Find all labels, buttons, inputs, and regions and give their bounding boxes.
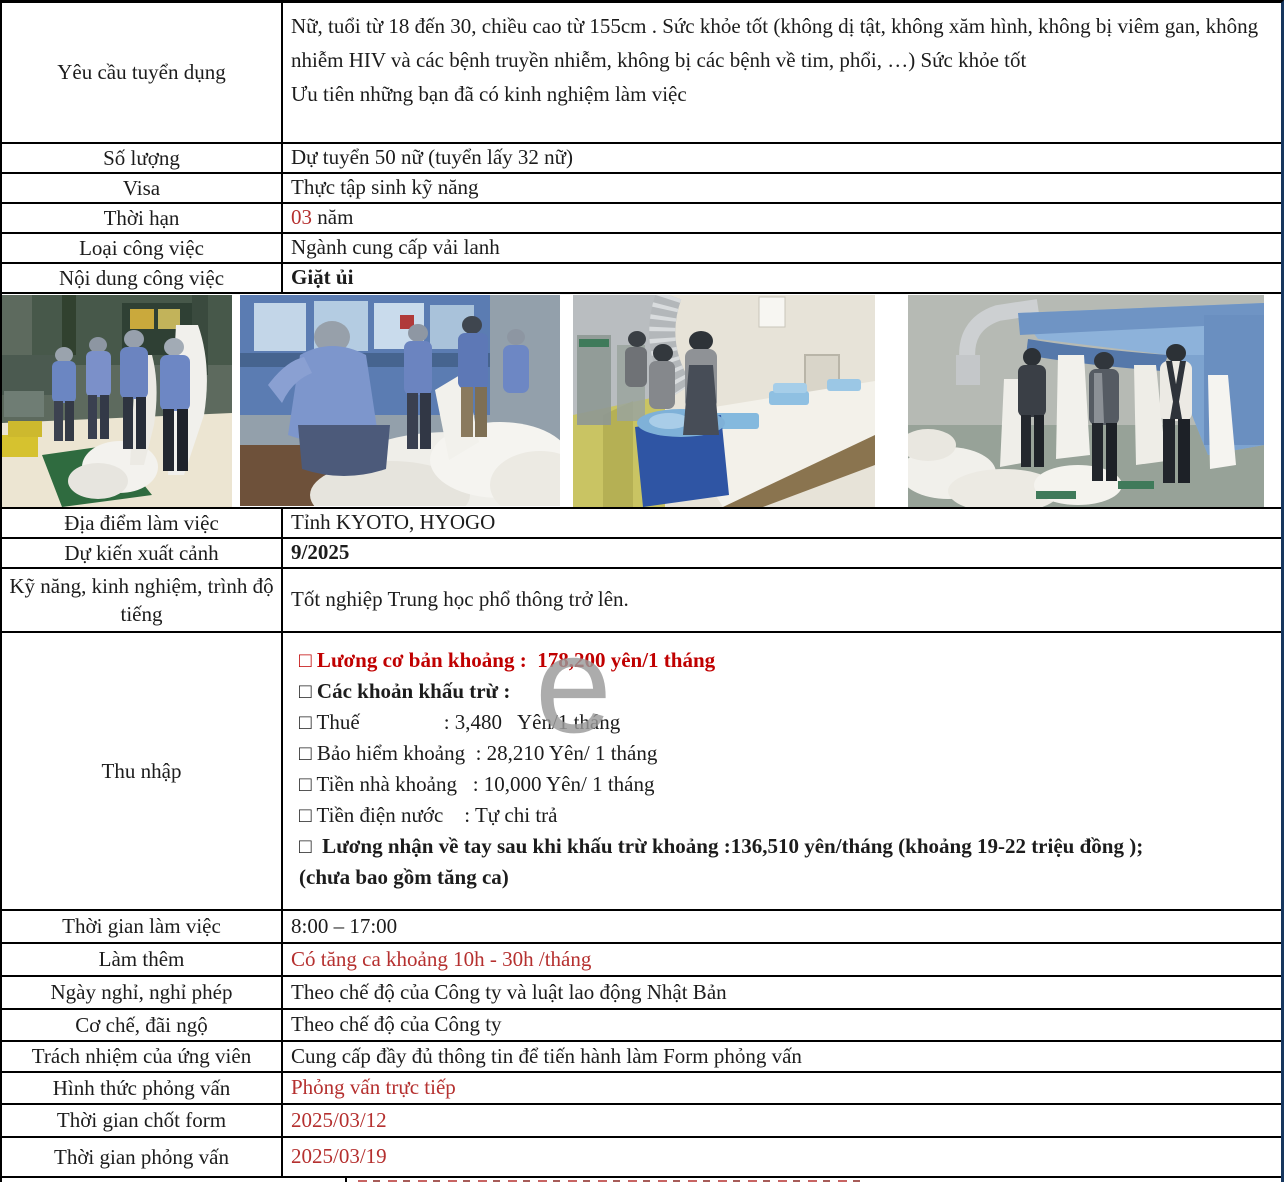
location-value: Tỉnh KYOTO, HYOGO: [291, 510, 496, 535]
income-housing: □ Tiền nhà khoảng : 10,000 Yên/ 1 tháng: [299, 772, 655, 796]
table-row-location: [2, 507, 1281, 537]
interview-date-value: 2025/03/19: [291, 1144, 387, 1169]
table-row-skills: [2, 567, 1281, 631]
job-type-value: Ngành cung cấp vải lanh: [291, 235, 500, 260]
workers-folding-towels-counter-photo: [573, 295, 875, 507]
table-row-days-off: [2, 975, 1281, 1008]
income-base-salary: □ Lương cơ bản khoảng : 178,200 yên/1 tháng: [299, 648, 716, 672]
row-label: Thời gian chốt form: [2, 1105, 283, 1136]
row-label: Thời hạn: [2, 204, 283, 232]
row-label: Nội dung công việc: [2, 264, 283, 292]
income-utilities: □ Tiền điện nước : Tự chi trả: [299, 803, 558, 827]
income-deductions-header: □ Các khoản khấu trừ :: [299, 679, 511, 703]
table-row-requirements: [2, 3, 1281, 142]
days-off-value: Theo chế độ của Công ty và luật lao động Nhật Bản: [291, 979, 727, 1004]
table-row-quantity: [2, 142, 1281, 172]
row-label: Dự kiến xuất cảnh: [2, 539, 283, 567]
interview-format-value: Phỏng vấn trực tiếp: [291, 1075, 456, 1100]
table-row-overtime: [2, 942, 1281, 975]
laundry-workers-blue-machine-linen-pile-photo: [240, 295, 560, 506]
income-insurance: □ Bảo hiểm khoảng : 28,210 Yên/ 1 tháng: [299, 741, 658, 765]
departure-value: 9/2025: [291, 540, 350, 565]
row-label: Kỹ năng, kinh nghiệm, trình độ tiếng: [2, 569, 283, 631]
workers-feeding-sheets-blue-ironer-photo: [908, 295, 1264, 507]
table-row-interview-format: [2, 1071, 1281, 1103]
row-label: Cơ chế, đãi ngộ: [2, 1010, 283, 1040]
working-hours-value: 8:00 – 17:00: [291, 913, 398, 938]
row-label: Thời gian làm việc: [2, 911, 283, 942]
income-net-salary: □ Lương nhận về tay sau khi khấu trừ khoảng :136,510 yên/tháng (khoảng 19-22 triệu đồng );: [299, 834, 1144, 858]
quantity-value: Dự tuyển 50 nữ (tuyển lấy 32 nữ): [291, 145, 574, 170]
benefits-value: Theo chế độ của Công ty: [291, 1012, 502, 1037]
table-row-benefits: [2, 1008, 1281, 1040]
responsibility-value: Cung cấp đầy đủ thông tin để tiến hành làm Form phỏng vấn: [291, 1043, 802, 1068]
skills-value: Tốt nghiệp Trung học phổ thông trở lên.: [291, 587, 629, 612]
row-label: Thu nhập: [2, 633, 283, 909]
row-label: Visa: [2, 174, 283, 202]
table-row-job-content: [2, 262, 1281, 292]
table-row-working-hours: [2, 909, 1281, 942]
duration-years-number: 03: [291, 205, 312, 230]
income-net-salary-note: (chưa bao gồm tăng ca): [299, 865, 509, 889]
requirements-text-line1: Nữ, tuổi từ 18 đến 30, chiều cao từ 155cm . Sức khỏe tốt (không dị tật, không xăm hình, không bị viêm gan, không nhiễm HIV và các bệnh truyền nhiễm, không bị các bệnh về tim, phổi, …) Sức khỏe tốt: [291, 14, 1259, 72]
table-row-job-type: [2, 232, 1281, 262]
duration-unit: năm: [312, 205, 354, 230]
row-label: Loại công việc: [2, 234, 283, 262]
row-label: Địa điểm làm việc: [2, 509, 283, 537]
table-row-income: [2, 631, 1281, 909]
laundry-workers-green-machinery-photo: [2, 295, 232, 507]
table-row-departure: [2, 537, 1281, 567]
table-row-visa: [2, 172, 1281, 202]
visa-value: Thực tập sinh kỹ năng: [291, 175, 479, 200]
form-deadline-value: 2025/03/12: [291, 1107, 387, 1132]
row-label: Hình thức phỏng vấn: [2, 1073, 283, 1103]
income-tax: □ Thuế : 3,480 Yên/1 tháng: [299, 710, 621, 734]
row-label: Thời gian phỏng vấn: [2, 1138, 283, 1176]
table-row-responsibility: [2, 1040, 1281, 1071]
row-label: Làm thêm: [2, 944, 283, 975]
table-row-duration: [2, 202, 1281, 232]
row-label: Yêu cầu tuyển dụng: [2, 3, 283, 142]
table-row-form-deadline: [2, 1103, 1281, 1136]
row-label: Ngày nghỉ, nghỉ phép: [2, 977, 283, 1008]
watermark-letter: e: [535, 608, 612, 762]
table-row-interview-date: [2, 1136, 1281, 1176]
requirements-text-line2: Ưu tiên những bạn đã có kinh nghiệm làm việc: [291, 82, 687, 106]
row-label: Số lượng: [2, 144, 283, 172]
job-content-value: Giặt ủi: [291, 265, 354, 290]
clipped-row-divider: [345, 1178, 347, 1182]
row-label: Trách nhiệm của ứng viên: [2, 1042, 283, 1071]
clipped-bottom-row: [2, 1176, 1281, 1182]
overtime-value: Có tăng ca khoảng 10h - 30h /tháng: [291, 946, 592, 971]
